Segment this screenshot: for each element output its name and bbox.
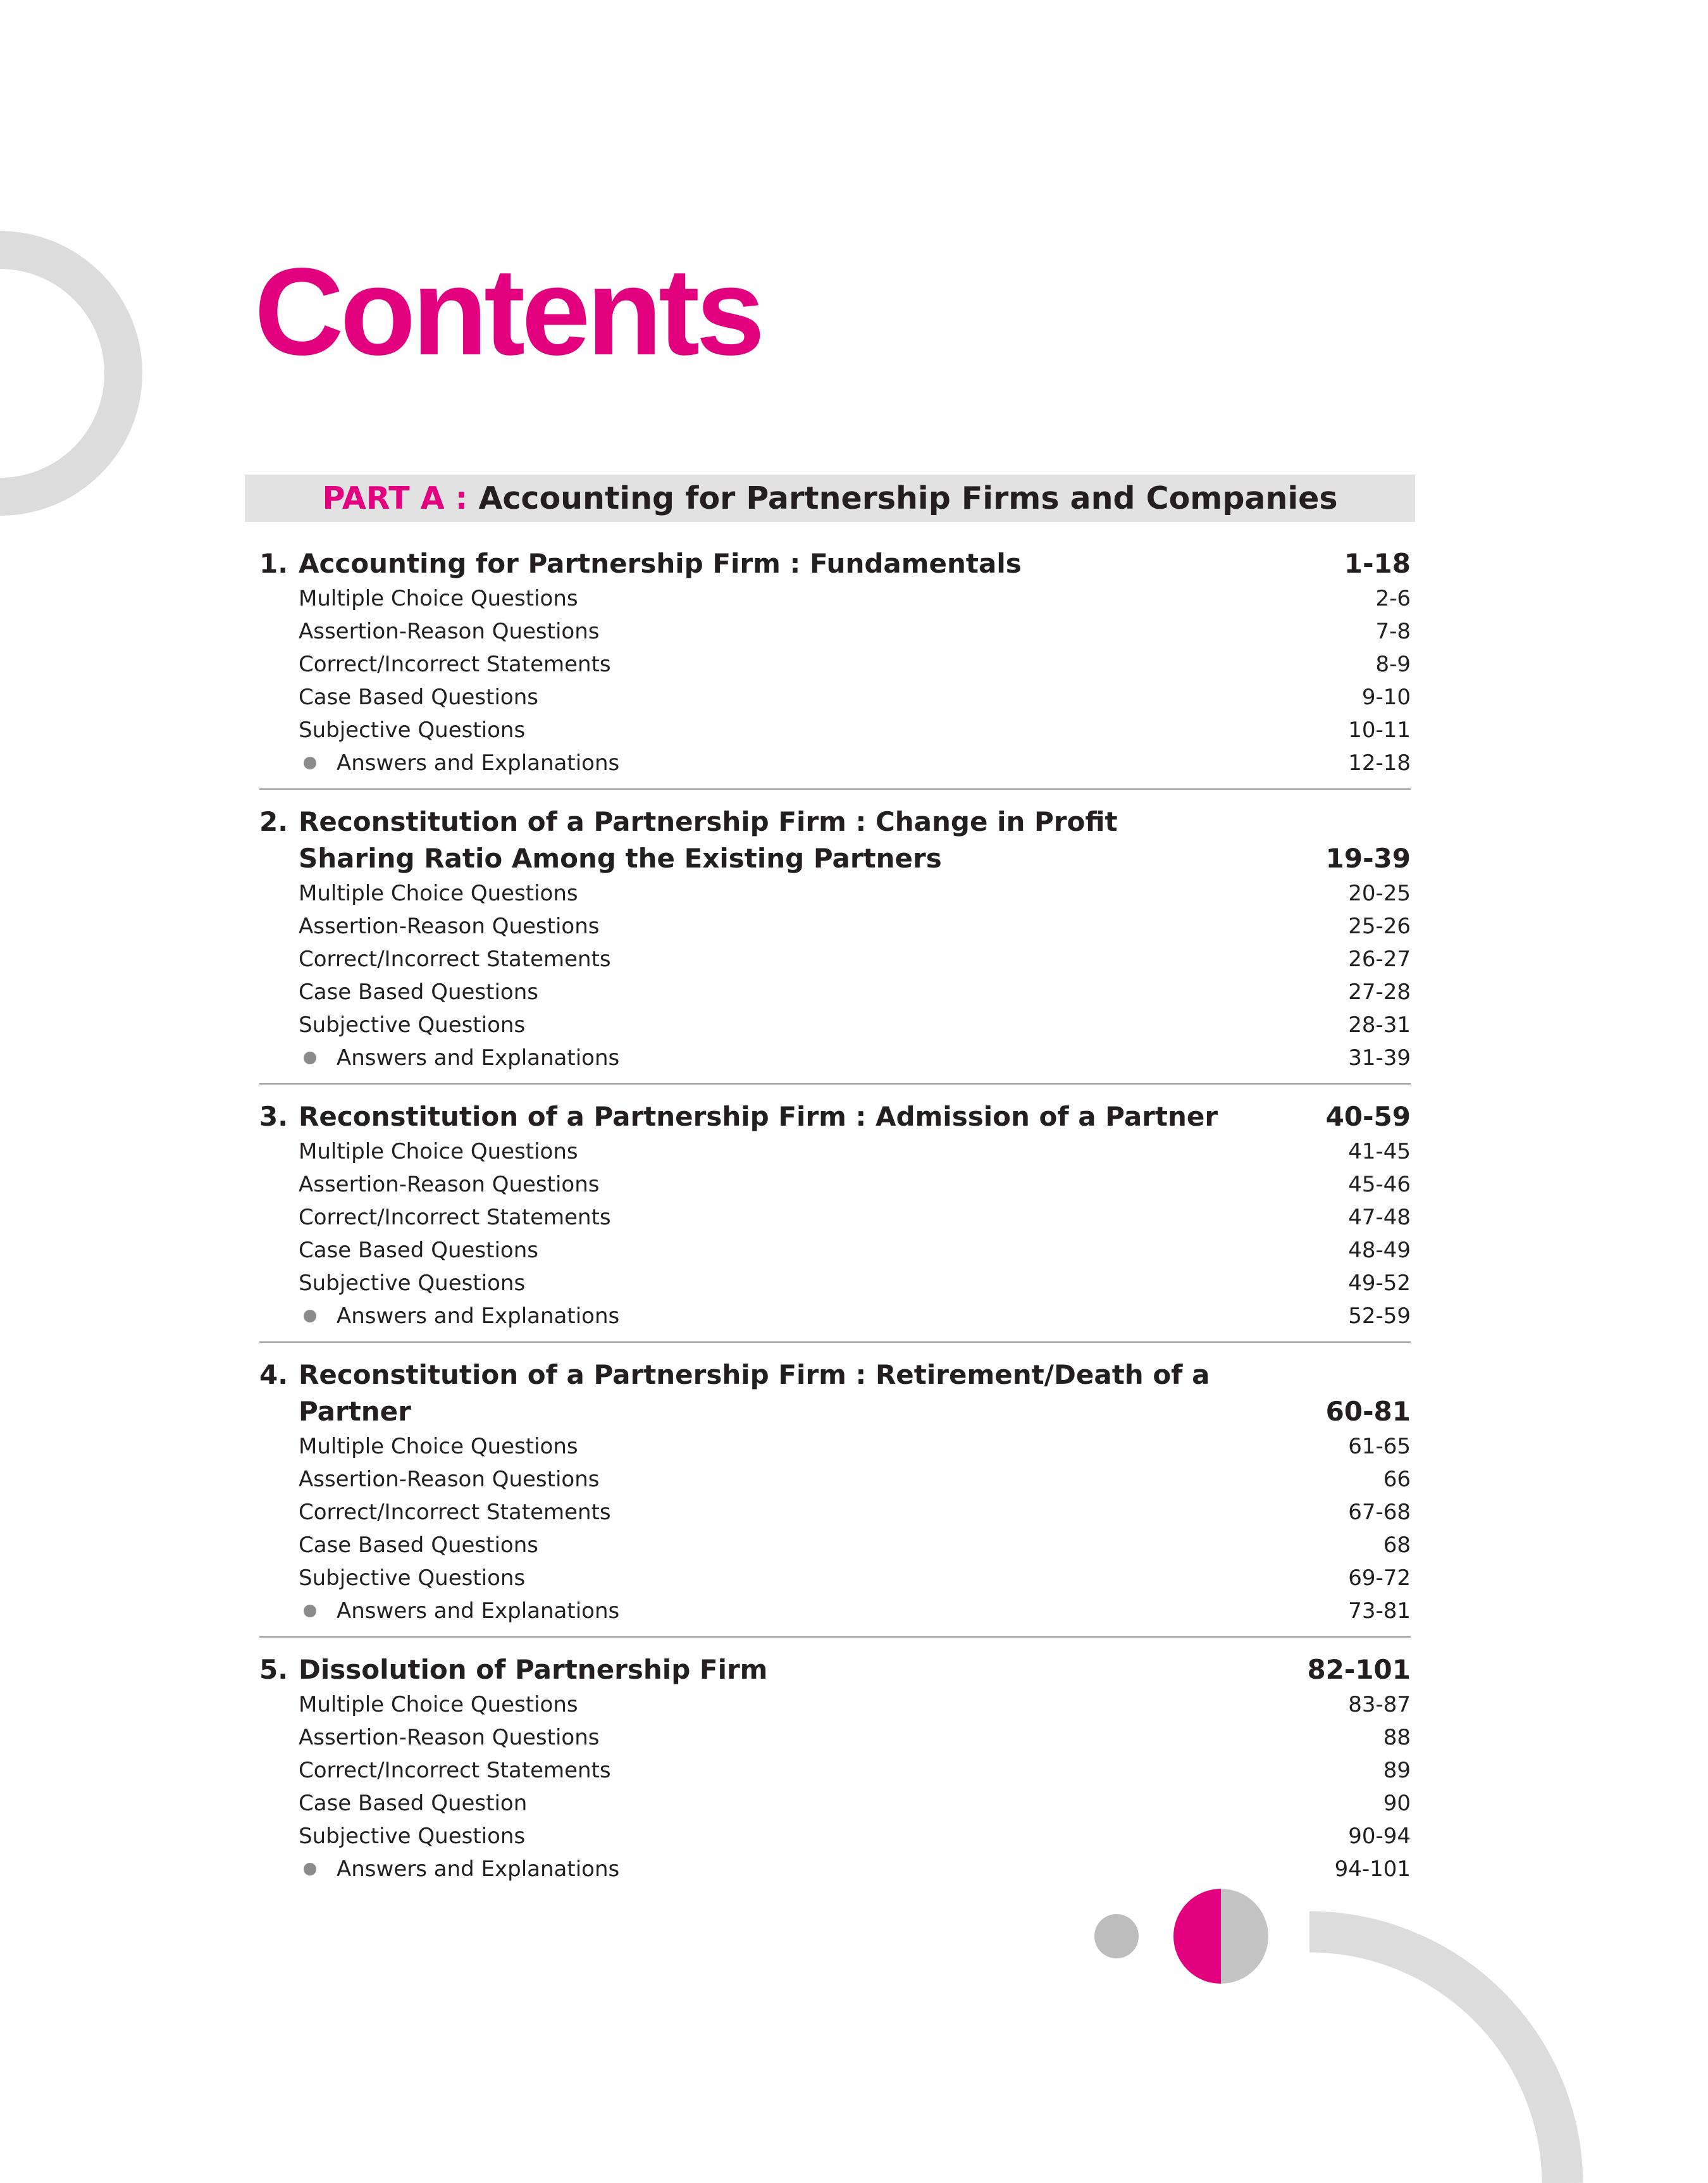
section-entry[interactable] — [259, 582, 1411, 615]
chapter-number: 1. — [259, 548, 288, 579]
section-label-text: Answers and Explanations — [337, 1045, 620, 1071]
section-page-range: 9-10 — [1361, 685, 1411, 710]
section-label[interactable]: Multiple Choice Questions — [299, 586, 578, 611]
section-label[interactable]: Subjective Questions — [299, 1271, 526, 1296]
section-entry[interactable] — [259, 1721, 1411, 1754]
chapter-entry[interactable] — [259, 788, 1411, 1074]
bullet-icon — [304, 1863, 316, 1875]
section-label[interactable]: Case Based Questions — [299, 1533, 538, 1558]
section-entry[interactable] — [259, 747, 1411, 780]
part-prefix: PART A : — [322, 480, 468, 516]
section-page-range: 94-101 — [1334, 1856, 1411, 1882]
section-page-range: 90-94 — [1348, 1824, 1411, 1849]
chapter-heading[interactable] — [259, 1098, 1411, 1135]
section-page-range: 49-52 — [1348, 1271, 1411, 1296]
chapter-title[interactable]: Accounting for Partnership Firm : Fundamentals — [299, 548, 1022, 579]
section-label[interactable]: Multiple Choice Questions — [299, 1139, 578, 1164]
section-page-range: 2-6 — [1375, 586, 1411, 611]
section-page-range: 66 — [1383, 1467, 1411, 1492]
section-entry[interactable] — [259, 648, 1411, 681]
section-label[interactable] — [299, 1853, 619, 1886]
section-label[interactable]: Assertion-Reason Questions — [299, 619, 600, 644]
chapter-number: 3. — [259, 1101, 288, 1132]
left-arc-decoration — [0, 0, 190, 569]
section-label[interactable]: Case Based Questions — [299, 685, 538, 710]
section-label[interactable]: Assertion-Reason Questions — [299, 1725, 600, 1750]
section-page-range: 68 — [1383, 1533, 1411, 1558]
section-page-range: 25-26 — [1348, 914, 1411, 939]
chapter-entry[interactable] — [259, 1636, 1411, 1886]
section-entry[interactable] — [259, 1787, 1411, 1820]
section-entry[interactable] — [259, 714, 1411, 747]
bullet-icon — [304, 1310, 316, 1322]
section-page-range: 12-18 — [1348, 750, 1411, 776]
section-entry[interactable] — [259, 1562, 1411, 1595]
section-page-range: 73-81 — [1348, 1598, 1411, 1624]
section-entry[interactable] — [259, 1135, 1411, 1168]
part-name: Accounting for Partnership Firms and Companies — [478, 480, 1338, 516]
section-page-range: 31-39 — [1348, 1045, 1411, 1071]
section-entry[interactable] — [259, 976, 1411, 1009]
chapter-page-range: 40-59 — [1325, 1101, 1411, 1132]
section-label[interactable] — [299, 1042, 619, 1074]
section-label[interactable]: Subjective Questions — [299, 718, 526, 743]
section-entry[interactable] — [259, 1042, 1411, 1074]
section-page-range: 47-48 — [1348, 1205, 1411, 1230]
chapter-sections — [259, 877, 1411, 1074]
chapter-heading[interactable] — [259, 1651, 1411, 1688]
chapter-heading[interactable] — [259, 804, 1411, 877]
section-page-range: 61-65 — [1348, 1434, 1411, 1459]
chapter-sections — [259, 1688, 1411, 1886]
section-entry[interactable] — [259, 1168, 1411, 1201]
section-label[interactable]: Multiple Choice Questions — [299, 1434, 578, 1459]
section-page-range: 7-8 — [1375, 619, 1411, 644]
section-page-range: 26-27 — [1348, 947, 1411, 972]
section-entry[interactable] — [259, 877, 1411, 910]
section-entry[interactable] — [259, 681, 1411, 714]
chapter-number: 5. — [259, 1654, 288, 1685]
section-label[interactable]: Correct/Incorrect Statements — [299, 947, 611, 972]
half-pink-circle-decoration — [1170, 1886, 1272, 1987]
bullet-icon — [304, 1605, 316, 1617]
chapter-page-range: 60-81 — [1325, 1396, 1411, 1427]
section-entry[interactable] — [259, 1529, 1411, 1562]
section-label[interactable] — [299, 747, 619, 780]
section-entry[interactable] — [259, 1496, 1411, 1529]
section-page-range: 41-45 — [1348, 1139, 1411, 1164]
section-label[interactable]: Subjective Questions — [299, 1824, 526, 1849]
section-entry[interactable] — [259, 1463, 1411, 1496]
section-label[interactable] — [299, 1300, 619, 1333]
section-page-range: 45-46 — [1348, 1172, 1411, 1197]
section-page-range: 90 — [1383, 1791, 1411, 1816]
section-entry[interactable] — [259, 1430, 1411, 1463]
section-label[interactable]: Correct/Incorrect Statements — [299, 1500, 611, 1525]
chapter-title[interactable]: Dissolution of Partnership Firm — [299, 1654, 768, 1685]
section-page-range: 28-31 — [1348, 1012, 1411, 1038]
section-entry[interactable] — [259, 1595, 1411, 1627]
section-label[interactable]: Case Based Question — [299, 1791, 528, 1816]
chapter-title[interactable]: Reconstitution of a Partnership Firm : Change in Profit Sharing Ratio Among the Existing Partners — [299, 806, 1118, 874]
bullet-icon — [304, 1052, 316, 1064]
section-page-range: 67-68 — [1348, 1500, 1411, 1525]
section-page-range: 8-9 — [1375, 652, 1411, 677]
section-entry[interactable] — [259, 1201, 1411, 1234]
chapter-sections — [259, 1430, 1411, 1627]
section-entry[interactable] — [259, 615, 1411, 648]
section-label[interactable]: Subjective Questions — [299, 1012, 526, 1038]
section-label[interactable]: Assertion-Reason Questions — [299, 914, 600, 939]
chapter-title[interactable]: Reconstitution of a Partnership Firm : Admission of a Partner — [299, 1101, 1218, 1132]
section-entry[interactable] — [259, 1754, 1411, 1787]
section-label[interactable]: Correct/Incorrect Statements — [299, 1205, 611, 1230]
section-page-range: 88 — [1383, 1725, 1411, 1750]
section-entry[interactable] — [259, 1688, 1411, 1721]
section-entry[interactable] — [259, 943, 1411, 976]
section-page-range: 69-72 — [1348, 1565, 1411, 1591]
section-label-text: Answers and Explanations — [337, 1856, 620, 1882]
chapter-page-range: 1-18 — [1344, 548, 1411, 579]
section-entry[interactable] — [259, 1234, 1411, 1267]
chapter-entry[interactable] — [259, 545, 1411, 780]
section-entry[interactable] — [259, 1267, 1411, 1300]
chapter-page-range: 82-101 — [1307, 1654, 1411, 1685]
small-gray-dot-decoration — [1091, 1911, 1142, 1962]
section-label[interactable] — [299, 1595, 619, 1627]
section-label[interactable]: Multiple Choice Questions — [299, 881, 578, 906]
chapter-heading[interactable] — [259, 1357, 1411, 1430]
section-entry[interactable] — [259, 1820, 1411, 1853]
table-of-contents — [259, 545, 1411, 1886]
section-page-range: 27-28 — [1348, 980, 1411, 1005]
section-page-range: 48-49 — [1348, 1238, 1411, 1263]
section-label-text: Answers and Explanations — [337, 750, 620, 776]
section-label[interactable]: Multiple Choice Questions — [299, 1692, 578, 1717]
section-label-text: Answers and Explanations — [337, 1303, 620, 1329]
chapter-title[interactable]: Reconstitution of a Partnership Firm : Retirement/Death of a Partner — [299, 1359, 1210, 1427]
part-header — [245, 475, 1415, 522]
section-page-range: 83-87 — [1348, 1692, 1411, 1717]
section-label[interactable]: Case Based Questions — [299, 980, 538, 1005]
section-page-range: 89 — [1383, 1758, 1411, 1783]
section-label[interactable]: Case Based Questions — [299, 1238, 538, 1263]
page-title: Contents — [254, 242, 762, 381]
bullet-icon — [304, 757, 316, 769]
section-label-text: Answers and Explanations — [337, 1598, 620, 1624]
section-entry[interactable] — [259, 1853, 1411, 1886]
section-page-range: 52-59 — [1348, 1303, 1411, 1329]
section-label[interactable]: Correct/Incorrect Statements — [299, 1758, 611, 1783]
section-label[interactable]: Subjective Questions — [299, 1565, 526, 1591]
section-entry[interactable] — [259, 1300, 1411, 1333]
chapter-sections — [259, 1135, 1411, 1333]
chapter-entry[interactable] — [259, 1083, 1411, 1333]
section-label[interactable]: Correct/Incorrect Statements — [299, 652, 611, 677]
chapter-entry[interactable] — [259, 1341, 1411, 1627]
section-label[interactable]: Assertion-Reason Questions — [299, 1467, 600, 1492]
section-label[interactable]: Assertion-Reason Questions — [299, 1172, 600, 1197]
chapter-page-range: 19-39 — [1325, 843, 1411, 874]
section-entry[interactable] — [259, 910, 1411, 943]
bottom-right-arc-decoration — [1290, 1892, 1708, 2183]
chapter-number: 4. — [259, 1359, 288, 1390]
chapter-sections — [259, 582, 1411, 780]
chapter-heading[interactable] — [259, 545, 1411, 582]
chapter-number: 2. — [259, 806, 288, 837]
section-page-range: 10-11 — [1348, 718, 1411, 743]
section-page-range: 20-25 — [1348, 881, 1411, 906]
section-entry[interactable] — [259, 1009, 1411, 1042]
